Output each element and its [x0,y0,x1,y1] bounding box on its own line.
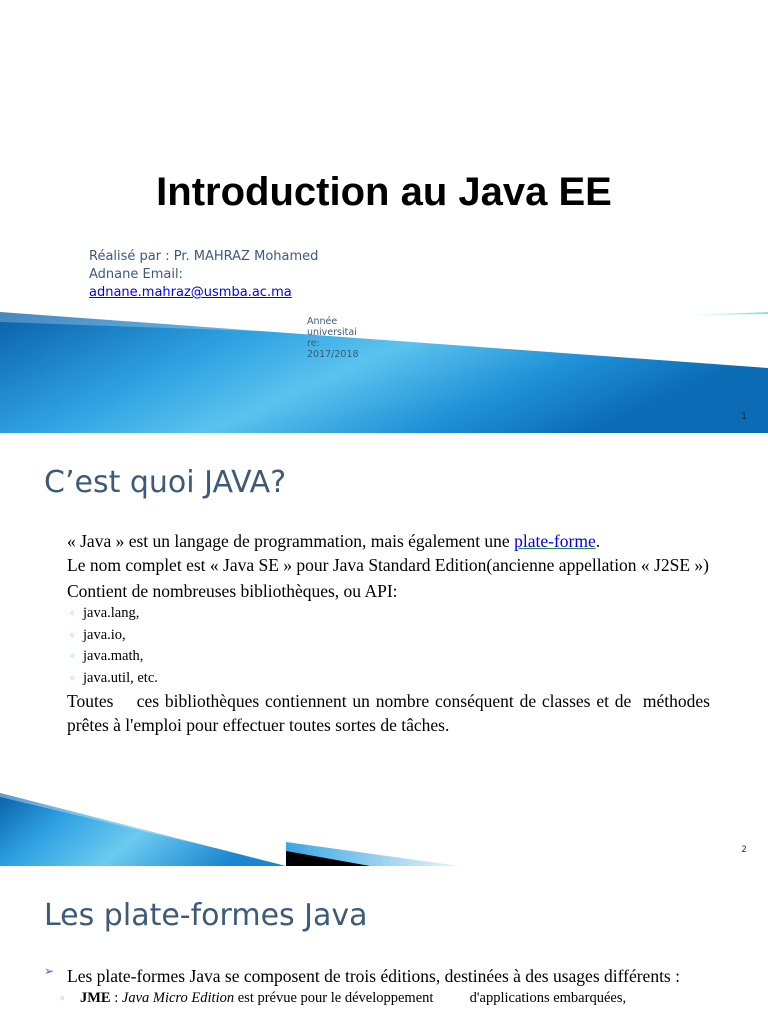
bullet-icon: ◦ [59,992,66,1005]
slide-title: Les plate-formes Java [44,898,368,933]
slide-body [0,964,768,1010]
slide-2 [0,433,768,866]
slide-1 [0,0,768,433]
bullet-icon: ◦ [69,671,76,685]
slide-title: Introduction au Java EE [156,170,612,214]
platform-link[interactable]: plate-forme [514,531,596,551]
list-item [67,625,724,647]
page-number: 1 [741,412,747,422]
bullet-icon: ◦ [69,650,76,663]
list-item-text: java.io, [83,626,126,643]
list-item [55,988,760,1010]
paragraph: Le nom complet est « Java SE » pour Java Standard Edition(ancienne appellation « J2SE ») [67,555,709,575]
list-item-text: java.math, [83,648,144,664]
slide-body [67,529,724,737]
paragraph-text: . [595,531,601,551]
list-item [67,668,724,690]
blue-wave-band [0,793,768,866]
slide-title: C’est quoi JAVA? [44,465,287,500]
email-link[interactable]: adnane.mahraz@usmba.ac.ma [89,285,292,300]
paragraph: Contient de nombreuses bibliothèques, ou API: [67,581,398,601]
author-line-2: Adnane Email: [89,267,183,282]
academic-year [307,316,363,360]
page-number: 2 [741,845,747,855]
list-item-text: : [110,990,122,1006]
bullet-icon: ◦ [69,628,76,642]
list-item [67,646,724,668]
arrow-bullet-icon: ➢ [44,964,55,978]
paragraph: Les plate-formes Java se composent de trois éditions, destinées à des usages différents : [67,966,680,986]
list-item-text: est prévue pour le développement d'applications embarquées, [234,990,627,1006]
author-block [89,248,329,302]
slide-3 [0,866,768,1024]
edition-name: JME [80,990,111,1006]
year-line: Année [307,316,338,327]
edition-full-name: Java Micro Edition [121,990,235,1006]
year-line: universitai [307,327,357,338]
year-line: re: [307,338,320,349]
paragraph [67,529,724,553]
author-line-1: Réalisé par : Pr. MAHRAZ Mohamed [89,249,319,264]
year-line: 2017/2018 [307,349,359,360]
list-item-text: java.util, etc. [83,669,158,686]
list-item [67,603,724,625]
paragraph: Toutes ces bibliothèques contiennent un nombre conséquent de classes et de méthodes prêtes à l'emploi pour effectuer toutes sortes de tâches. [67,691,715,735]
bullet-icon: ◦ [69,607,76,620]
paragraph-text: « Java » est un langage de programmation, mais également une [67,531,515,551]
list-item-text: java.lang, [83,605,140,621]
blue-wave-band [0,312,768,433]
